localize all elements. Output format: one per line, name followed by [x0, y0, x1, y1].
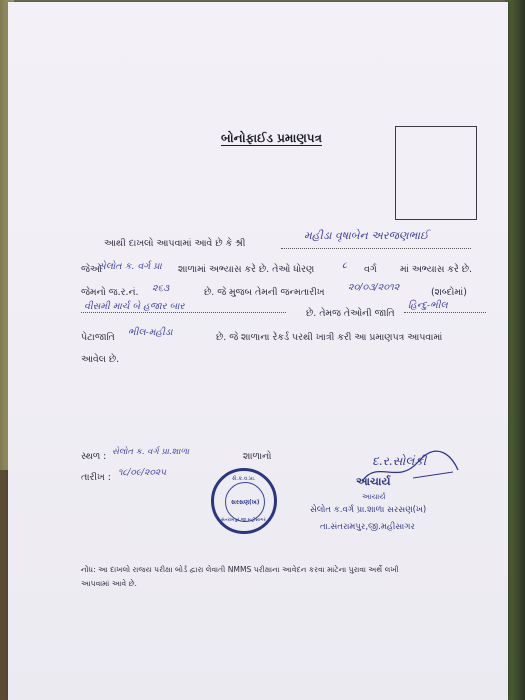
school-stamp: [211, 468, 277, 534]
photo-box: [395, 126, 477, 220]
line2-end: માં અભ્યાસ કરે છે.: [400, 264, 472, 275]
note-line-1: નોંધ: આ દાખલો રાજય પરીક્ષા બોર્ડ દ્વારા લેવાતી NMMS પરીક્ષાના આવેદન કરવા માટેના પુરાવા અર્થે લખી: [81, 565, 399, 574]
note-line-2: આપવામાં આવે છે.: [81, 579, 137, 588]
certificate-title: બોનોફાઈડ પ્રમાણપત્ર: [221, 131, 322, 145]
line3-mid: છે. જે મુજબ તેમની જન્મતારીખ: [204, 287, 325, 298]
line3-pre: જેમનો જ.ર.નં.: [81, 287, 139, 298]
line3-end: (શબ્દોમાં): [431, 287, 467, 298]
stamp-center-text: સરસણ(ખ): [231, 499, 260, 506]
date-label: તારીખ :: [81, 472, 111, 483]
date-value: ૧૮/૦૯/૨૦૨૫: [118, 468, 167, 478]
student-name: મહીડા વૃષાબેન અરજણભાઈ: [304, 229, 429, 242]
dob-value: ૨૦/૦૩/૨૦૧૨: [348, 282, 400, 293]
place-value: સેલોત ક. વર્ગ પ્રા.શાળા: [112, 447, 190, 457]
stamp-ring-text: સંતરામપુર,જી.મહીસાગર: [221, 518, 266, 523]
certificate-paper: [8, 2, 508, 700]
principal-stamp-word: આચાર્ય: [356, 475, 391, 488]
std-value: ૮: [342, 260, 348, 271]
line5-pre: પેટાજાતિ: [81, 332, 115, 343]
caste-value: હિન્દુ-ભીલ: [408, 300, 448, 311]
stamp-top-text: સે.ક.વ.પ્રા.: [232, 476, 256, 482]
line6: આવેલ છે.: [81, 354, 120, 365]
principal-small-word: આચાર્ય: [362, 492, 386, 501]
line1-prefix: આથી દાખલો આપવામાં આવે છે કે શ્રી: [104, 238, 246, 249]
taluka-line: તા.સંતરામપુર,જી.મહીસાગર: [320, 522, 415, 532]
line2-mid: શાળામાં અભ્યાસ કરે છે. તેઓ ધોરણ: [178, 264, 315, 275]
school-name-hand: સેલોત ક. વર્ગ પ્રા: [98, 261, 162, 272]
line5-end: છે. જે શાળાના રેકર્ડ પરથી ખાત્રી કરી આ પ્રમાણપત્ર આપવામાં: [216, 332, 443, 343]
line4-mid: છે. તેમજ તેઓની જાતિ: [306, 308, 395, 319]
dob-in-words: વીસમી માર્ચ બે હજાર બાર: [84, 301, 185, 312]
line2-varg: વર્ગ: [364, 264, 377, 275]
place-label: સ્થળ :: [81, 451, 107, 462]
school-address-line: સેલોત ક.વર્ગ પ્રા.શાળા સરસણ(ખ): [310, 505, 427, 515]
line2-pre: જેઓ: [81, 264, 102, 275]
school-stamp-label: શાળાનો: [243, 451, 272, 462]
gr-number: ૨૬૩: [152, 283, 170, 294]
principal-signature: દ.ર.સોલંકી: [372, 454, 427, 468]
subcaste-value: ભીલ-મહીડા: [128, 327, 173, 338]
background-right: [505, 0, 525, 700]
